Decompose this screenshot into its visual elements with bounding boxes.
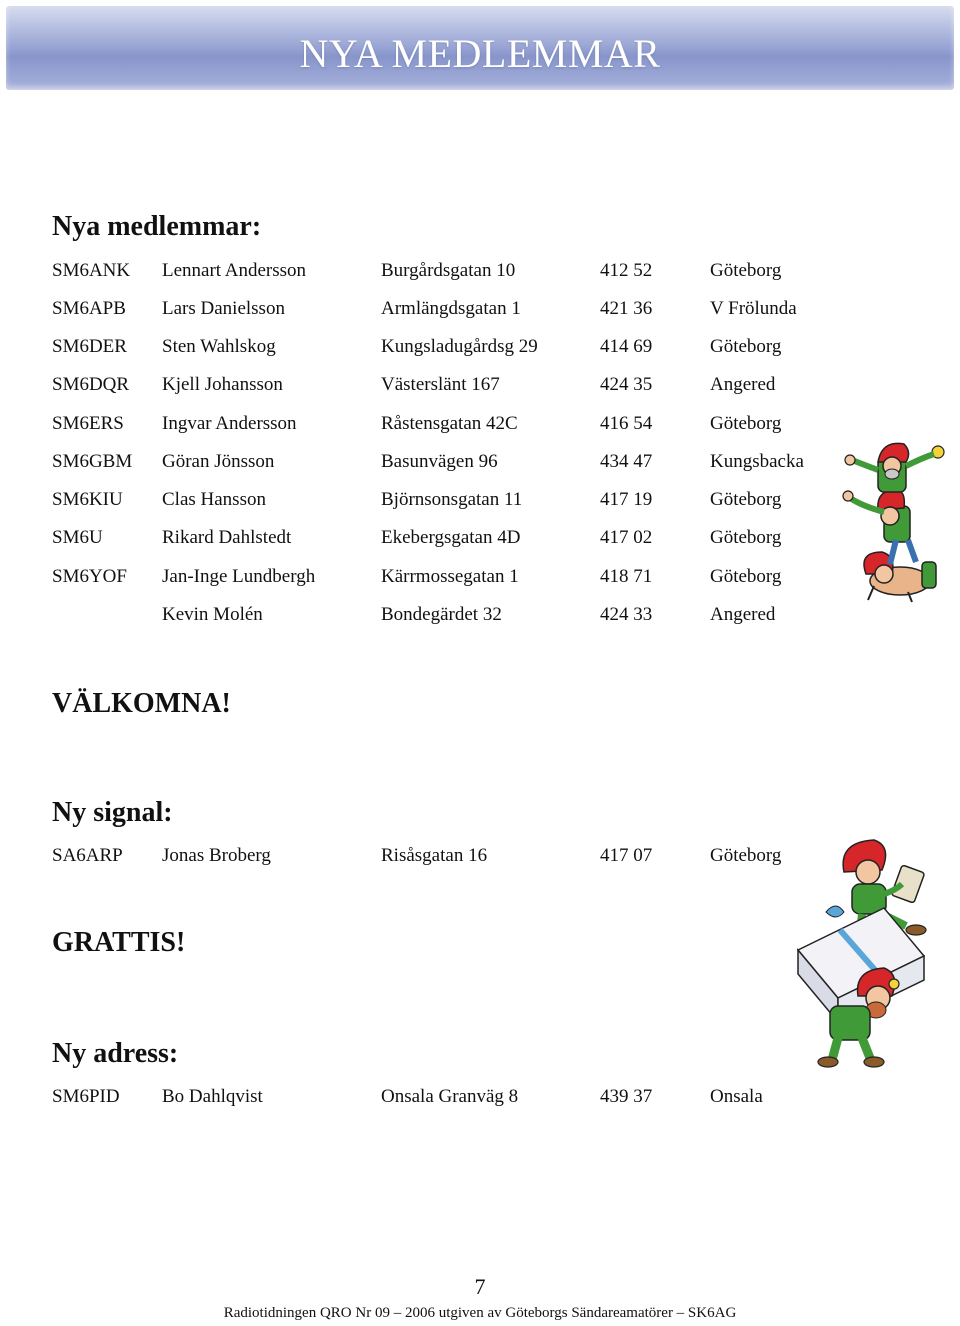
postal-code: 417 19: [600, 489, 653, 510]
street-address: Risåsgatan 16: [381, 845, 488, 866]
postal-code: 439 37: [600, 1086, 653, 1107]
new-members-heading: Nya medlemmar:: [52, 211, 262, 242]
member-name: Kevin Molén: [162, 604, 263, 625]
street-address: Bondegärdet 32: [381, 604, 502, 625]
member-name: Rikard Dahlstedt: [162, 527, 292, 548]
street-address: Ekebergsgatan 4D: [381, 527, 521, 548]
callsign: SM6YOF: [52, 566, 127, 587]
callsign: SM6DER: [52, 336, 127, 357]
callsign: SM6ANK: [52, 260, 131, 281]
city: Göteborg: [710, 336, 782, 357]
member-name: Lennart Andersson: [162, 260, 307, 281]
city: Göteborg: [710, 413, 782, 434]
callsign: SM6KIU: [52, 489, 123, 510]
street-address: Västerslänt 167: [381, 374, 500, 395]
new-address-heading: Ny adress:: [52, 1038, 179, 1069]
page-number: 7: [474, 1274, 486, 1299]
postal-code: 424 33: [600, 604, 653, 625]
callsign: SM6ERS: [52, 413, 124, 434]
new-signal-heading: Ny signal:: [52, 797, 173, 828]
member-name: Jonas Broberg: [162, 845, 271, 866]
postal-code: 424 35: [600, 374, 653, 395]
member-name: Jan-Inge Lundbergh: [162, 566, 316, 587]
postal-code: 416 54: [600, 413, 653, 434]
city: Göteborg: [710, 260, 782, 281]
elf-tower-image: [838, 436, 950, 606]
postal-code: 417 07: [600, 845, 653, 866]
city: V Frölunda: [710, 298, 797, 319]
postal-code: 418 71: [600, 566, 653, 587]
street-address: Armlängdsgatan 1: [381, 298, 521, 319]
city: Göteborg: [710, 527, 782, 548]
callsign: SA6ARP: [52, 845, 123, 866]
callsign: SM6PID: [52, 1086, 120, 1107]
city: Göteborg: [710, 489, 782, 510]
footer-text: Radiotidningen QRO Nr 09 – 2006 utgiven av Göteborgs Sändareamatörer – SK6AG: [223, 1305, 737, 1321]
city: Göteborg: [710, 845, 782, 866]
postal-code: 412 52: [600, 260, 653, 281]
postal-code: 417 02: [600, 527, 653, 548]
street-address: Råstensgatan 42C: [381, 413, 518, 434]
callsign: SM6DQR: [52, 374, 130, 395]
member-name: Lars Danielsson: [162, 298, 285, 319]
member-name: Kjell Johansson: [162, 374, 283, 395]
callsign: SM6GBM: [52, 451, 133, 472]
city: Angered: [710, 604, 776, 625]
street-address: Basunvägen 96: [381, 451, 498, 472]
street-address: Kärrmossegatan 1: [381, 566, 519, 587]
postal-code: 434 47: [600, 451, 653, 472]
postal-code: 414 69: [600, 336, 653, 357]
member-name: Ingvar Andersson: [162, 413, 297, 434]
callsign: SM6APB: [52, 298, 126, 319]
welcome-text: VÄLKOMNA!: [52, 688, 231, 719]
city: Kungsbacka: [710, 451, 804, 472]
callsign: SM6U: [52, 527, 103, 548]
street-address: Burgårdsgatan 10: [381, 260, 516, 281]
member-name: Clas Hansson: [162, 489, 266, 510]
street-address: Onsala Granväg 8: [381, 1086, 519, 1107]
city: Göteborg: [710, 566, 782, 587]
member-name: Sten Wahlskog: [162, 336, 276, 357]
postal-code: 421 36: [600, 298, 653, 319]
member-name: Göran Jönsson: [162, 451, 275, 472]
street-address: Kungsladugårdsg 29: [381, 336, 538, 357]
street-address: Björnsonsgatan 11: [381, 489, 523, 510]
city: Onsala: [710, 1086, 763, 1107]
page-title: NYA MEDLEMMAR: [299, 31, 661, 76]
member-name: Bo Dahlqvist: [162, 1086, 263, 1107]
congrats-text: GRATTIS!: [52, 927, 186, 958]
elves-carrying-gift-image: [792, 838, 942, 1070]
city: Angered: [710, 374, 776, 395]
title-banner: [6, 6, 954, 90]
